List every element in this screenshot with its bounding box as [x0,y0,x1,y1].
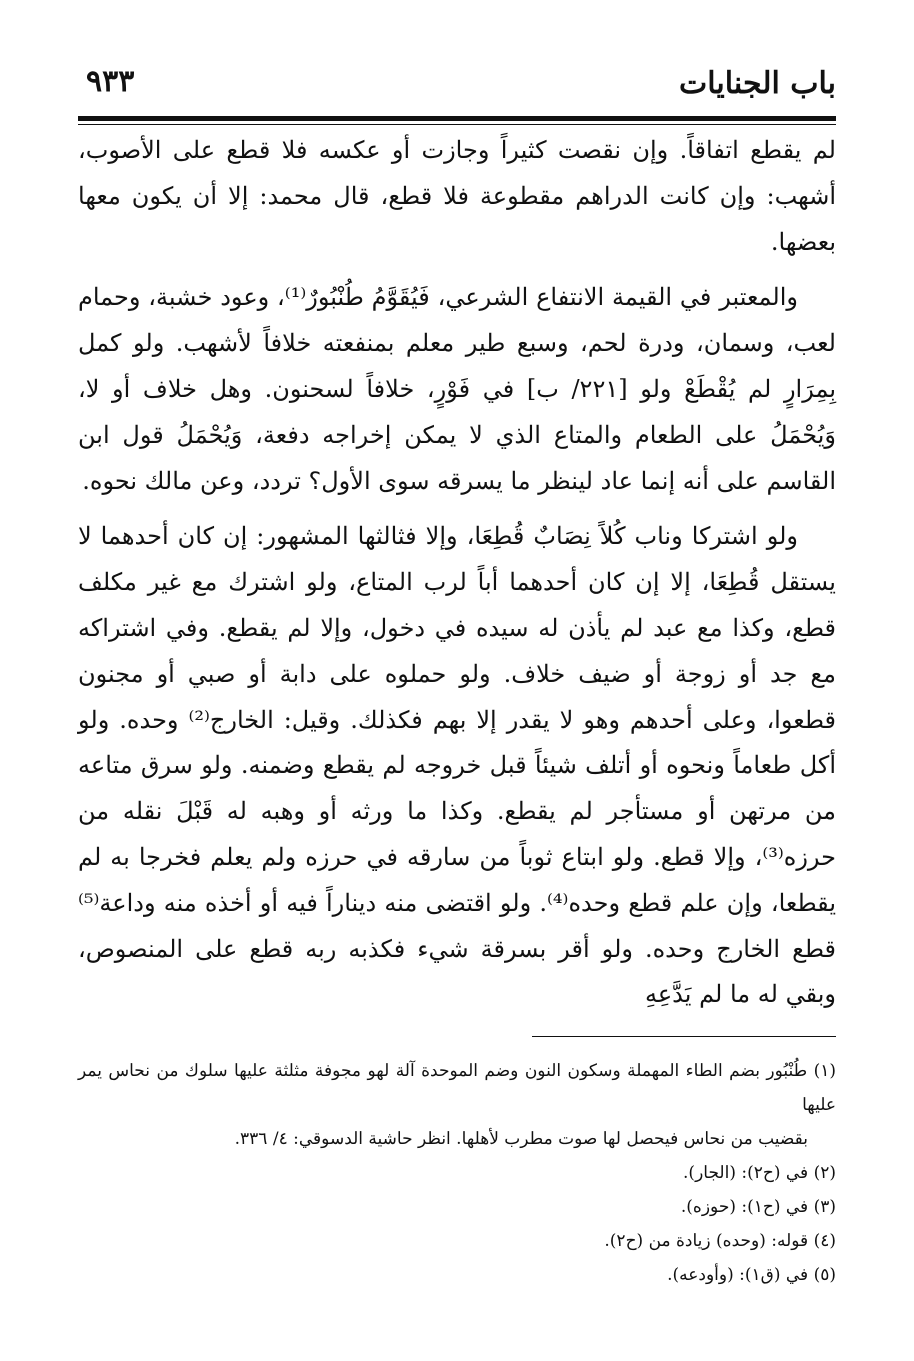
footnote-4: (٤) قوله: (وحده) زيادة من (ح٢). [604,1231,836,1251]
main-text [78,128,836,1018]
footnote-separator [532,1036,836,1037]
page-number: ٩٣٣ [86,64,135,99]
paragraph: والمعتبر في القيمة الانتفاع الشرعي، فَيُقَوَّمُ طُنْبُورٌ⁽¹⁾، وعود خشبة، وحمام لعب، وسمان، ودرة لحم، وسبع طير معلم بمنفعته خلافاً لأشهب. ولو كمل بِمِرَارٍ لم يُقْطَعْ ولو [٢٢١/ ب] في فَوْرٍ، خلافاً لسحنون. وهل خلاف أو لا، وَيُحْمَلُ على الطعام والمتاع الذي لا يمكن إخراجه دفعة، وَيُحْمَلُ قول ابن القاسم على أنه إنما عاد لينظر ما يسرقه سوى الأول؟ تردد، وعن مالك نحوه. [78,283,836,495]
footnote-1: (١) طُنْبُور بضم الطاء المهملة وسكون النون وضم الموحدة آلة لهو مجوفة مثلثة عليها سلوك من نحاس يمر عليها [78,1061,836,1115]
paragraph: ولو اشتركا وناب كُلاً نِصَابٌ قُطِعَا، وإلا فثالثها المشهور: إن كان أحدهما لا يستقل قُطِعَا، إلا إن كان أحدهما أباً لرب المتاع، ولو اشترك مع غير مكلف قطع، وكذا مع عبد لم يأذن له سيده في دخول، وإلا لم يقطع. وفي اشتراكه مع جد أو زوجة أو ضيف خلاف. ولو حملوه على دابة أو صبي أو مجنون قطعوا، وعلى أحدهم وهو لا يقدر إلا بهم فكذلك. وقيل: الخارج⁽²⁾ وحده. ولو أكل طعاماً ونحوه أو أتلف شيئاً قبل خروجه لم يقطع وضمنه. ولو سرق متاعه من مرتهن أو مستأجر لم يقطع. وكذا ما ورثه أو وهبه له قَبْلَ نقله من حرزه⁽³⁾، وإلا قطع. ولو ابتاع ثوباً من سارقه في حرزه ولم يعلم فخرجا به لم يقطعا، وإن علم قطع وحده⁽⁴⁾. ولو اقتضى منه ديناراً فيه أو أخذه منه وداعة⁽⁵⁾ قطع الخارج وحده. ولو أقر بسرقة شيء فكذبه ربه قطع على المنصوص، وبقي له ما لم يَدَّعِهِ [78,522,837,1009]
footnotes [78,1054,836,1292]
header-rule-thick [78,116,836,121]
footnote-1-continuation: بقضيب من نحاس فيحصل لها صوت مطرب لأهلها. انظر حاشية الدسوقي: ٤/ ٣٣٦. [234,1129,808,1149]
header-rule-thin [78,124,836,125]
chapter-title: باب الجنايات [679,66,836,101]
page-header [78,62,836,110]
footnote-3: (٣) في (ح١): (حوزه). [680,1197,836,1217]
footnote-5: (٥) في (ق١): (وأودعه). [667,1265,836,1285]
footnote-2: (٢) في (ح٢): (الجار). [683,1163,836,1183]
paragraph: لم يقطع اتفاقاً. وإن نقصت كثيراً وجازت أو عكسه فلا قطع على الأصوب، أشهب: وإن كانت الدراهم مقطوعة فلا قطع، قال محمد: إلا أن يكون معها بعضها. [78,136,836,256]
